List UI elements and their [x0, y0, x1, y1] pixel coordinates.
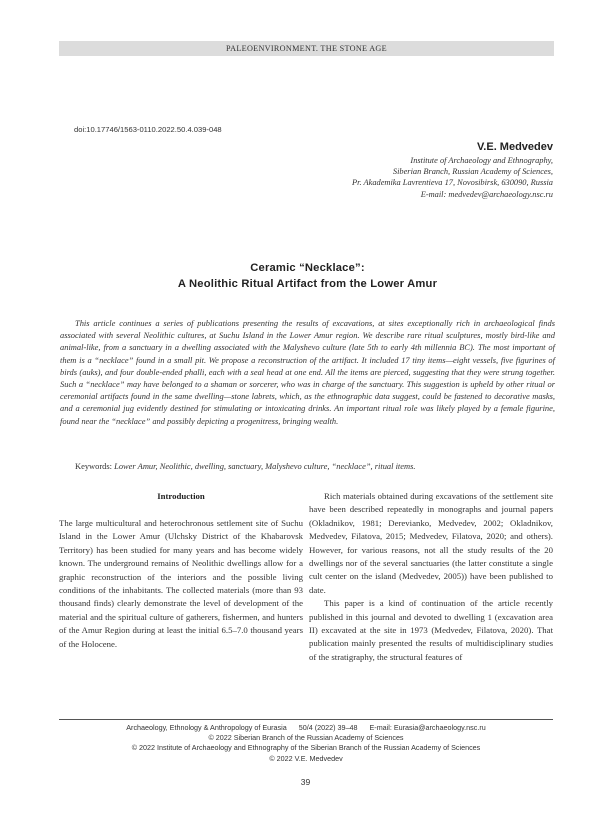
footer-divider [59, 719, 553, 720]
journal-email[interactable]: E-mail: Eurasia@archaeology.nsc.ru [369, 723, 486, 732]
abstract: This article continues a series of publications presenting the results of excavations, at sites exceptionally rich in archaeological finds associated with several Neolithic cultures, at Suchu Island in the Lower Amur region. We describe rare ritual sculptures, mostly bird-like and animal-like, from a sanctuary in a dwelling associated with the Malyshevo culture (late 5th to early 4th millennia BC). The most important of them is a “necklace” found in a small pit. We propose a reconstruction of the artifact. It included 17 tiny items—eight vessels, five figurines of birds (auks), and four double-ended phalli, each with a seal head at one end. All the items are pierced, suggesting that they were strung together. Such a “necklace” may have belonged to a shaman or sorcerer, who was in charge of the sanctuary. This suggestion is upheld by other ritual or ceremonial artifacts found in the same dwelling—stone labrets, which, as the ethnographic data suggest, could be fastened to decorative masks, and a ceremonial jug evidently destined for stimulating or intoxicating drinks. An important ritual role was likely played by a female figurine, found near the “necklace” and possibly depicting a progenitress, bringing wealth. [60, 318, 555, 426]
title-line-2: A Neolithic Ritual Artifact from the Lower Amur [177, 278, 438, 290]
copyright-line: © 2022 V.E. Medvedev [269, 753, 343, 763]
journal-issue: 50/4 (2022) 39–48 [298, 723, 358, 732]
body-paragraph: Rich materials obtained during excavations of the settlement site have been described repeatedly in monographs and journal papers (Okladnikov, 1981; Derevianko, Medvedev, 2002; Okladnikov, Medvedev, Filatova, 2015; Medvedev, Filatova, 2020; and others). However, for various reasons, not all the study results of the 20 dwellings nor of the several sanctuaries (the latter constitute a single cult center on the island (Medvedev, 2005)) have been published to date. [309, 491, 553, 595]
affiliation-line: Institute of Archaeology and Ethnography, [410, 156, 553, 165]
keywords-values: Lower Amur, Neolithic, dwelling, sanctuary, Malyshevo culture, “necklace”, ritual items. [114, 461, 416, 471]
doi-link[interactable]: doi:10.17746/1563-0110.2022.50.4.039-048 [74, 125, 222, 134]
author-block [352, 140, 553, 200]
affiliation-line: Pr. Akademika Lavrentieva 17, Novosibirsk, 630090, Russia [352, 178, 553, 188]
section-header-bar [59, 41, 554, 56]
body-column-right [309, 490, 553, 664]
body-paragraph: The large multicultural and heterochronous settlement site of Suchu Island in the Lower Amur (Ulchsky District of the Khabarovsk Territory) has been studied for many years and has become widely known. The underground remains of Neolithic dwellings allow for a graphic reconstruction of the interiors and the possible living conditions of the inhabitants. The collected materials (more than 93 thousand finds) clearly demonstrate the level of development of the material and the spiritual culture of gatherers, fishermen, and hunters of the Amur Region during at least the initial 6.5–7.0 thousand years of the Holocene. [59, 518, 303, 649]
copyright-line: © 2022 Siberian Branch of the Russian Academy of Sciences [208, 733, 404, 743]
affiliation-line: Siberian Branch, Russian Academy of Sciences, [392, 167, 553, 177]
title-line-1: Ceramic “Necklace”: [250, 262, 365, 274]
section-heading-introduction: Introduction [157, 491, 205, 501]
copyright-line: © 2022 Institute of Archaeology and Ethnography of the Siberian Branch of the Russian Academy of Sciences [131, 743, 481, 753]
footer [59, 723, 553, 764]
keywords [75, 461, 416, 471]
keywords-label: Keywords: [75, 461, 115, 471]
page-number: 39 [300, 777, 311, 787]
article-title [60, 260, 555, 292]
body-column-left [59, 490, 303, 651]
section-title: PALEOENVIRONMENT. THE STONE AGE [226, 44, 387, 53]
footer-journal-line [59, 723, 553, 733]
author-name: V.E. Medvedev [476, 141, 553, 153]
body-paragraph: This paper is a kind of continuation of the article recently published in this journal and devoted to dwelling 1 (excavation area II) excavated at the site in 1973 (Medvedev, Filatova, 2020). That publication mainly presented the results of multidisciplinary studies of the stratigraphy, the structural features of [309, 598, 553, 662]
author-email[interactable]: E-mail: medvedev@archaeology.nsc.ru [420, 189, 553, 199]
journal-name: Archaeology, Ethnology & Anthropology of Eurasia [126, 723, 287, 732]
